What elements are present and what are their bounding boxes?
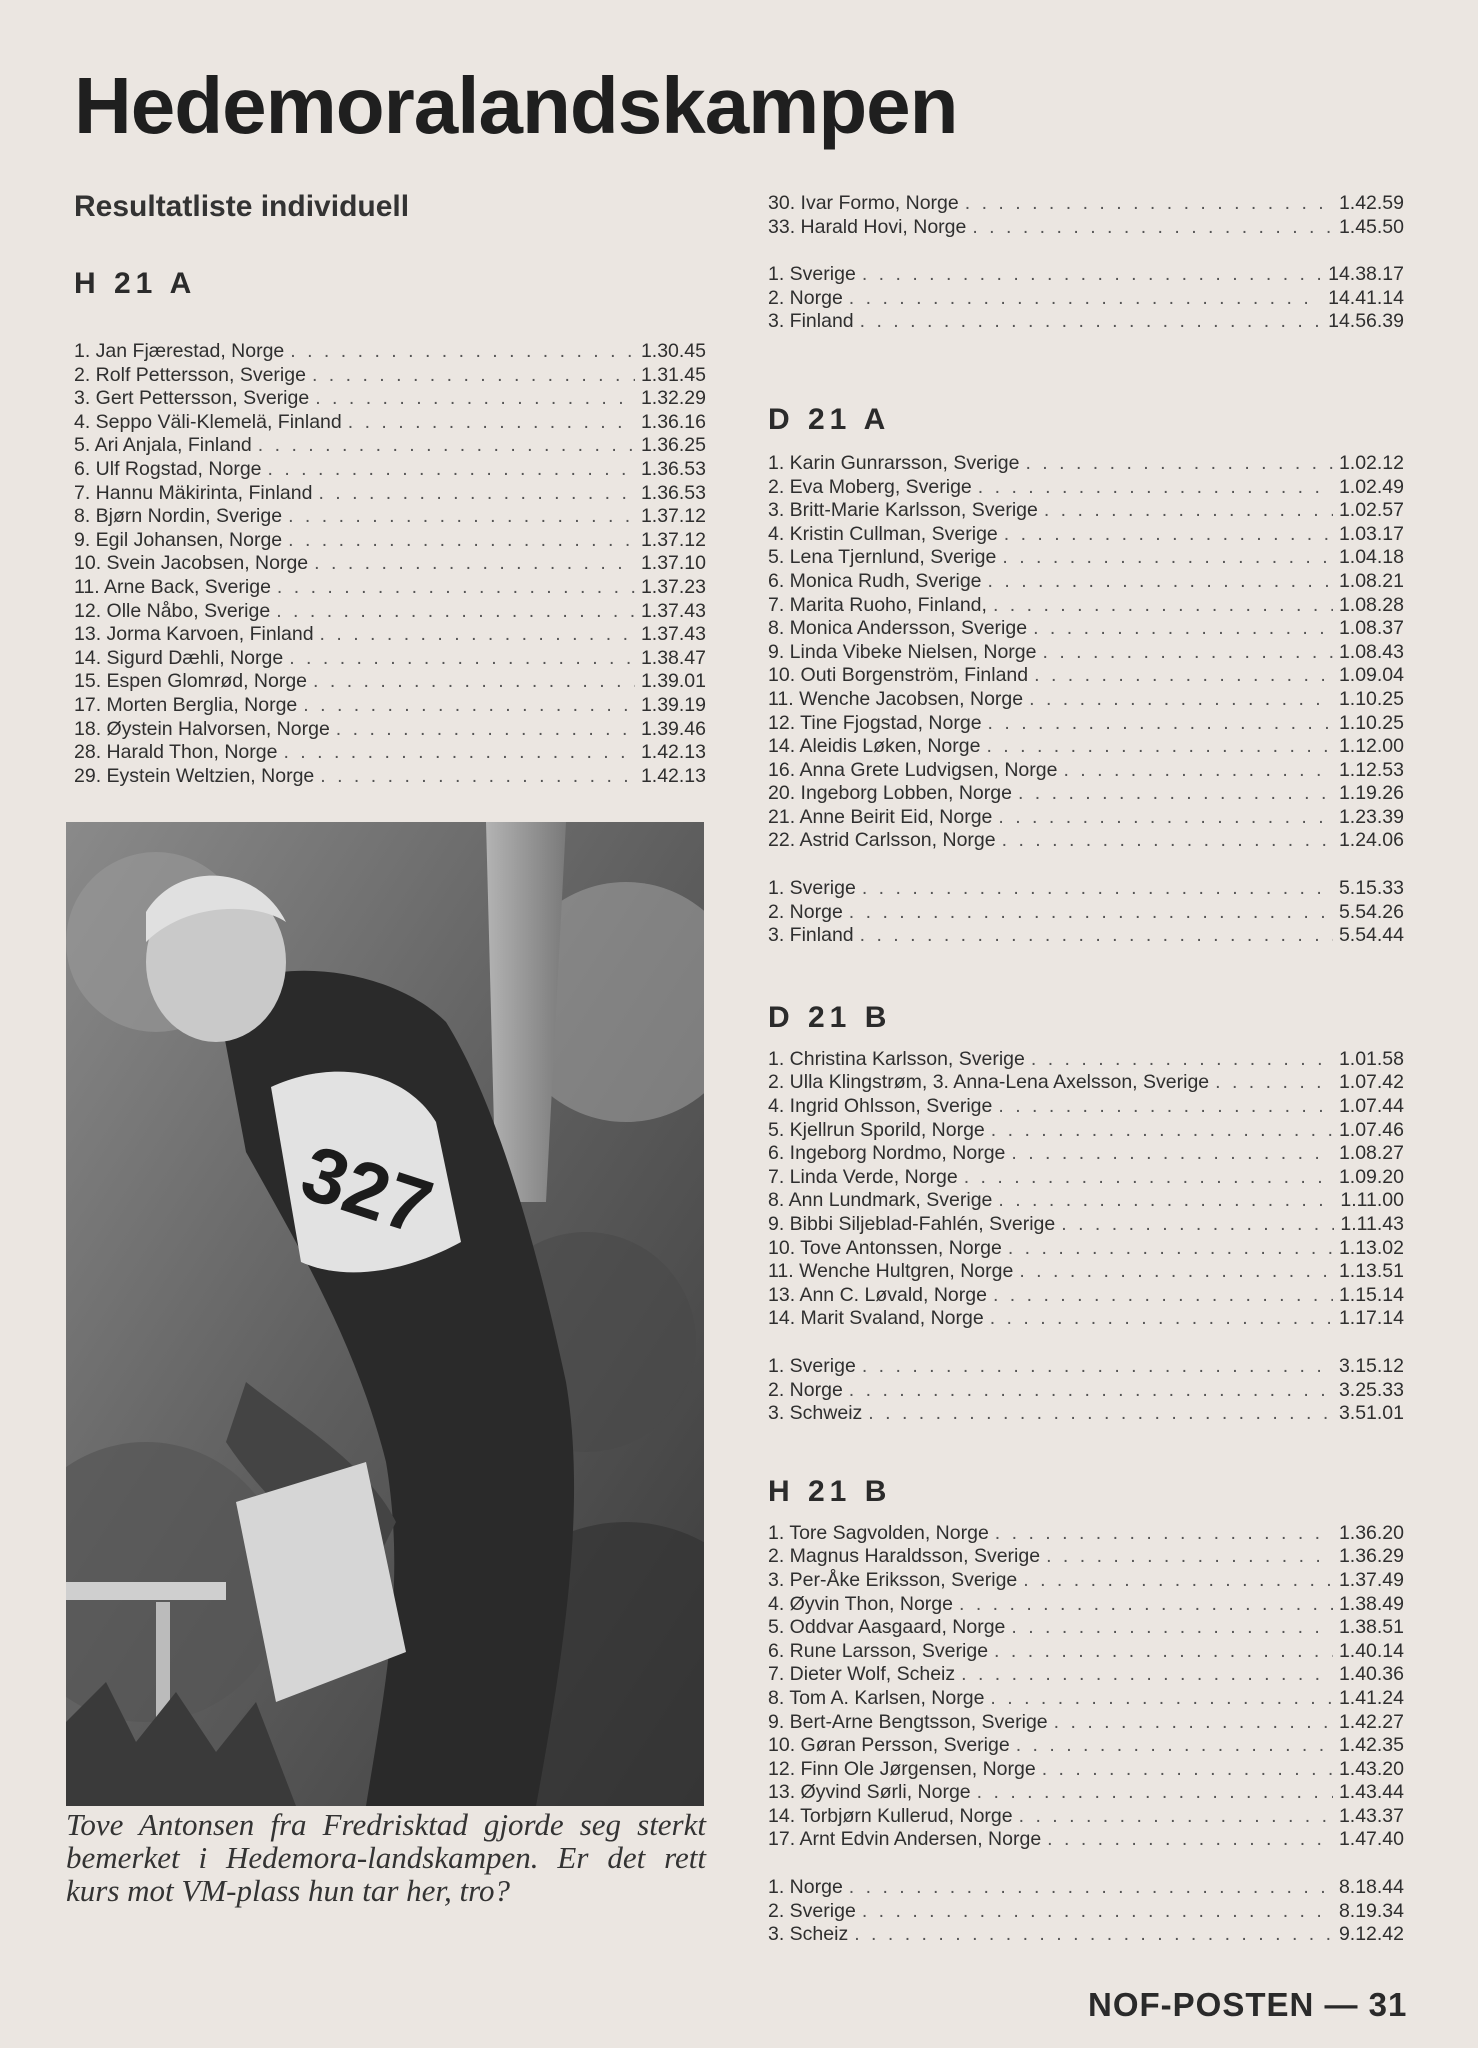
result-row: 28. Harald Thon, Norge . . . 1.42.13: [74, 741, 706, 765]
result-row: 5. Oddvar Aasgaard, Norge . . . 1.38.51: [768, 1616, 1404, 1640]
result-row: 8. Monica Andersson, Sverige . . . 1.08.37: [768, 617, 1404, 641]
result-row: 18. Øystein Halvorsen, Norge . . . 1.39.46: [74, 718, 706, 742]
result-row: 22. Astrid Carlsson, Norge . . . 1.24.06: [768, 829, 1404, 853]
result-row: 4. Ingrid Ohlsson, Sverige . . . 1.07.44: [768, 1095, 1404, 1119]
team-row: 1. Norge . . . 8.18.44: [768, 1876, 1404, 1900]
result-row: 10. Tove Antonssen, Norge . . . 1.13.02: [768, 1237, 1404, 1261]
d21a-heading: D 21 A: [768, 402, 891, 436]
team-row: 3. Finland . . . 5.54.44: [768, 924, 1404, 948]
result-row: 14. Sigurd Dæhli, Norge . . . 1.38.47: [74, 647, 706, 671]
d21b-team-results: [768, 1355, 1404, 1426]
photo-orienteer: [66, 822, 704, 1806]
h21b-results: [768, 1522, 1404, 1852]
left-column: [74, 262, 706, 788]
team-row: 3. Schweiz . . . 3.51.01: [768, 1402, 1404, 1426]
team-row: 2. Norge . . . 14.41.14: [768, 287, 1404, 311]
result-row: 16. Anna Grete Ludvigsen, Norge . . . 1.12.53: [768, 759, 1404, 783]
result-row: 20. Ingeborg Lobben, Norge . . . 1.19.26: [768, 782, 1404, 806]
page-title: Hedemoralandskampen: [74, 61, 958, 150]
result-row: 7. Dieter Wolf, Scheiz . . . 1.40.36: [768, 1663, 1404, 1687]
result-row: 5. Kjellrun Sporild, Norge . . . 1.07.46: [768, 1119, 1404, 1143]
result-row: 14. Torbjørn Kullerud, Norge . . . 1.43.37: [768, 1805, 1404, 1829]
result-row: 11. Wenche Jacobsen, Norge . . . 1.10.25: [768, 688, 1404, 712]
result-row: 14. Aleidis Løken, Norge . . . 1.12.00: [768, 735, 1404, 759]
h21a-team-results: [768, 263, 1404, 334]
result-row: 29. Eystein Weltzien, Norge . . . 1.42.13: [74, 765, 706, 789]
result-row: 5. Lena Tjernlund, Sverige . . . 1.04.18: [768, 546, 1404, 570]
photo-illustration: [66, 822, 704, 1806]
result-row: 6. Rune Larsson, Sverige . . . 1.40.14: [768, 1640, 1404, 1664]
h21b-heading: H 21 B: [768, 1474, 892, 1508]
result-row: 13. Jorma Karvoen, Finland . . . 1.37.43: [74, 623, 706, 647]
result-row: 1. Jan Fjærestad, Norge . . . 1.30.45: [74, 340, 706, 364]
subtitle: Resultatliste individuell: [74, 190, 410, 223]
result-row: 21. Anne Beirit Eid, Norge . . . 1.23.39: [768, 806, 1404, 830]
bib-number: 327: [291, 1127, 443, 1252]
result-row: 4. Kristin Cullman, Sverige . . . 1.03.17: [768, 523, 1404, 547]
result-row: 1. Christina Karlsson, Sverige . . . 1.01.58: [768, 1048, 1404, 1072]
result-row: 33. Harald Hovi, Norge . . . 1.45.50: [768, 216, 1404, 240]
d21b-heading: D 21 B: [768, 1000, 892, 1034]
result-row: 13. Øyvind Sørli, Norge . . . 1.43.44: [768, 1781, 1404, 1805]
result-row: 3. Britt-Marie Karlsson, Sverige . . . 1.02.57: [768, 499, 1404, 523]
team-row: 1. Sverige . . . 3.15.12: [768, 1355, 1404, 1379]
result-row: 9. Egil Johansen, Norge . . . 1.37.12: [74, 529, 706, 553]
right-column: [768, 192, 1404, 1947]
h21a-results-part2: [768, 192, 1404, 239]
result-row: 3. Per-Åke Eriksson, Sverige . . . 1.37.49: [768, 1569, 1404, 1593]
result-row: 9. Linda Vibeke Nielsen, Norge . . . 1.08.43: [768, 641, 1404, 665]
result-row: 3. Gert Pettersson, Sverige . . . 1.32.29: [74, 387, 706, 411]
result-row: 11. Wenche Hultgren, Norge . . . 1.13.51: [768, 1260, 1404, 1284]
result-row: 12. Finn Ole Jørgensen, Norge . . . 1.43.20: [768, 1758, 1404, 1782]
result-row: 11. Arne Back, Sverige . . . 1.37.23: [74, 576, 706, 600]
result-row: 17. Arnt Edvin Andersen, Norge . . . 1.47.40: [768, 1828, 1404, 1852]
result-row: 15. Espen Glomrød, Norge . . . 1.39.01: [74, 670, 706, 694]
result-row: 14. Marit Svaland, Norge . . . 1.17.14: [768, 1307, 1404, 1331]
result-row: 10. Gøran Persson, Sverige . . . 1.42.35: [768, 1734, 1404, 1758]
team-row: 2. Norge . . . 5.54.26: [768, 901, 1404, 925]
result-row: 5. Ari Anjala, Finland . . . 1.36.25: [74, 434, 706, 458]
photo-caption: Tove Antonsen fra Fredrisktad gjorde seg sterkt bemerket i Hedemora-landskampen. Er det rett kurs mot VM-plass hun tar her, tro?: [66, 1807, 706, 1908]
page-footer: NOF-POSTEN — 31: [1088, 1986, 1408, 2023]
result-row: 2. Eva Moberg, Sverige . . . 1.02.49: [768, 476, 1404, 500]
result-row: 9. Bert-Arne Bengtsson, Sverige . . . 1.42.27: [768, 1711, 1404, 1735]
result-row: 8. Tom A. Karlsen, Norge . . . 1.41.24: [768, 1687, 1404, 1711]
team-row: 2. Sverige . . . 8.19.34: [768, 1900, 1404, 1924]
result-row: 7. Linda Verde, Norge . . . 1.09.20: [768, 1166, 1404, 1190]
result-row: 7. Hannu Mäkirinta, Finland . . . 1.36.53: [74, 482, 706, 506]
team-row: 1. Sverige . . . 14.38.17: [768, 263, 1404, 287]
result-row: 8. Ann Lundmark, Sverige . . . 1.11.00: [768, 1189, 1404, 1213]
h21a-heading: H 21 A: [74, 267, 197, 300]
result-row: 7. Marita Ruoho, Finland, . . . 1.08.28: [768, 594, 1404, 618]
result-row: 6. Ingeborg Nordmo, Norge . . . 1.08.27: [768, 1142, 1404, 1166]
result-row: 17. Morten Berglia, Norge . . . 1.39.19: [74, 694, 706, 718]
result-row: 10. Outi Borgenström, Finland . . . 1.09.04: [768, 664, 1404, 688]
team-row: 3. Finland . . . 14.56.39: [768, 310, 1404, 334]
result-row: 1. Tore Sagvolden, Norge . . . 1.36.20: [768, 1522, 1404, 1546]
team-row: 2. Norge . . . 3.25.33: [768, 1379, 1404, 1403]
team-row: 3. Scheiz . . . 9.12.42: [768, 1923, 1404, 1947]
h21b-team-results: [768, 1876, 1404, 1947]
result-row: 8. Bjørn Nordin, Sverige . . . 1.37.12: [74, 505, 706, 529]
result-row: 12. Tine Fjogstad, Norge . . . 1.10.25: [768, 712, 1404, 736]
team-row: 1. Sverige . . . 5.15.33: [768, 877, 1404, 901]
d21a-results: [768, 452, 1404, 853]
d21b-results: [768, 1048, 1404, 1331]
result-row: 1. Karin Gunrarsson, Sverige . . . 1.02.12: [768, 452, 1404, 476]
result-row: 2. Magnus Haraldsson, Sverige . . . 1.36.29: [768, 1545, 1404, 1569]
result-row: 30. Ivar Formo, Norge . . . 1.42.59: [768, 192, 1404, 216]
result-row: 4. Øyvin Thon, Norge . . . 1.38.49: [768, 1593, 1404, 1617]
result-row: 12. Olle Nåbo, Sverige . . . 1.37.43: [74, 600, 706, 624]
h21a-results-part1: [74, 340, 706, 788]
d21a-team-results: [768, 877, 1404, 948]
result-row: 9. Bibbi Siljeblad-Fahlén, Sverige . . . 1.11.43: [768, 1213, 1404, 1237]
result-row: 2. Rolf Pettersson, Sverige . . . 1.31.45: [74, 364, 706, 388]
result-row: 2. Ulla Klingstrøm, 3. Anna-Lena Axelsson, Sverige . . . 1.07.42: [768, 1071, 1404, 1095]
result-row: 6. Ulf Rogstad, Norge . . . 1.36.53: [74, 458, 706, 482]
result-row: 13. Ann C. Løvald, Norge . . . 1.15.14: [768, 1284, 1404, 1308]
result-row: 10. Svein Jacobsen, Norge . . . 1.37.10: [74, 552, 706, 576]
result-row: 6. Monica Rudh, Sverige . . . 1.08.21: [768, 570, 1404, 594]
result-row: 4. Seppo Väli-Klemelä, Finland . . . 1.36.16: [74, 411, 706, 435]
